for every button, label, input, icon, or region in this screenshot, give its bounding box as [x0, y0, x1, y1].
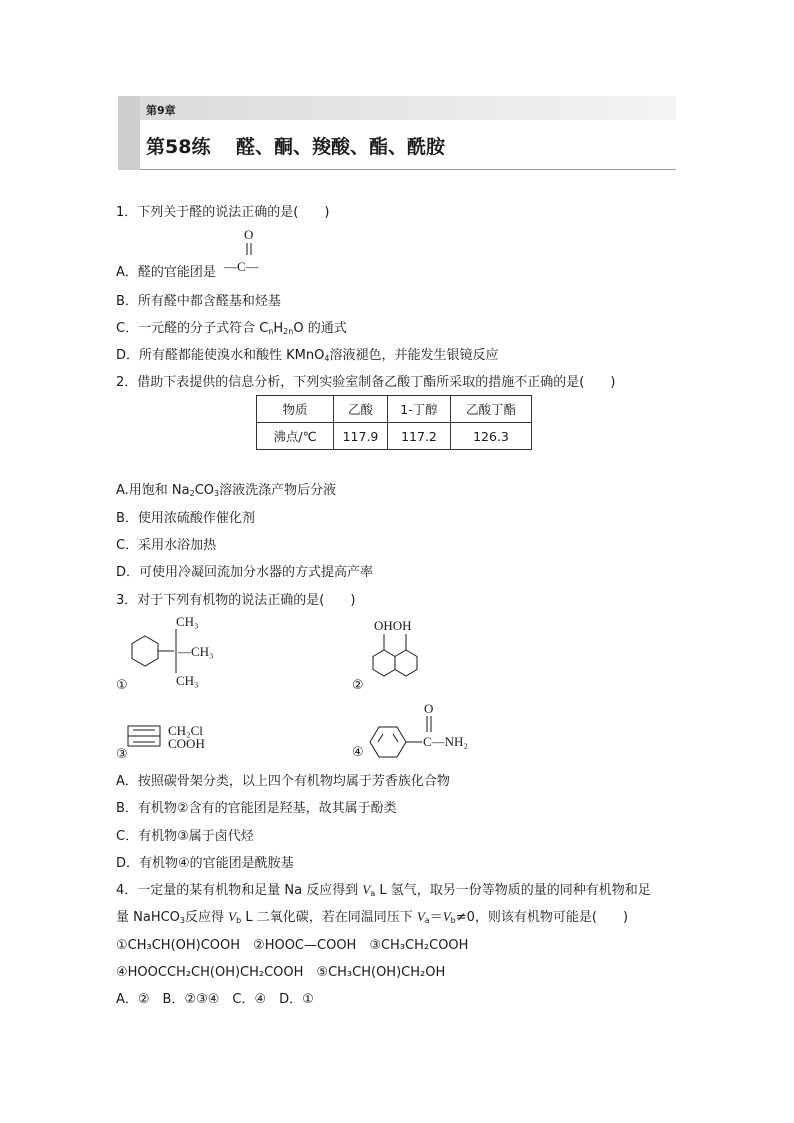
table-header-cell: 1-丁醇 [388, 396, 451, 423]
methyl-right: —CH₃ [178, 644, 214, 659]
q2-a-sub1: 2 [189, 489, 195, 498]
methyl-top: CH₃ [176, 614, 199, 629]
q4-compounds-line-1: ①CH₃CH(OH)COOH ②HOOC—COOH ③CH₃CH₂COOH [116, 938, 469, 953]
q4-choices: A．② B．②③④ C．④ D．① [116, 992, 314, 1007]
benzene-ring [370, 727, 406, 757]
amide-group: C—NH₂ [423, 734, 468, 749]
page-title: 第58练 醛、酮、羧酸、酯、酰胺 [146, 136, 446, 158]
table-header-cell: 乙酸 [334, 396, 388, 423]
q2-option-a [116, 479, 336, 498]
q2-option-d: D．可使用冷凝回流加分水器的方式提高产率 [116, 565, 374, 580]
naphthalene-ring-left [373, 650, 395, 676]
methyl-bottom: CH₃ [176, 673, 199, 688]
q2-option-b: B．使用浓硫酸作催化剂 [116, 511, 255, 526]
q4-l2-p3: L 二氧化碳，若在同温同压下 [241, 910, 417, 925]
q1-d-post: 溶液褪色，并能发生银镜反应 [329, 348, 499, 363]
q2-stem: 2．借助下表提供的信息分析，下列实验室制备乙酸丁酯所采取的措施不正确的是( ) [116, 375, 616, 390]
q4-l2-s4: b [450, 916, 456, 925]
q3-option-a: A．按照碳骨架分类，以上四个有机物均属于芳香族化合物 [116, 774, 450, 789]
q4-l2-s2: b [236, 916, 242, 925]
q2-a-sub2: 3 [214, 489, 220, 498]
q4-l2-s3: a [424, 916, 430, 925]
table-cell: 沸点/℃ [257, 423, 334, 450]
q2-a-post: 溶液洗涤产物后分液 [219, 483, 337, 498]
q3-option-b: B．有机物②含有的官能团是羟基，故其属于酚类 [116, 801, 397, 816]
molecule-1-label: ① [116, 678, 128, 693]
q1-d-pre: D．所有醛都能使溴水和酸性 KMnO [116, 348, 325, 363]
header-left-bar [118, 96, 140, 170]
q2-a-mid: CO [194, 483, 215, 498]
q3-option-d: D．有机物④的官能团是酰胺基 [116, 856, 294, 871]
q4-l2-v3: V [442, 909, 451, 924]
q4-l2-v2: V [416, 909, 425, 924]
molecule-1-cyclohexyl-tert-butyl [112, 610, 242, 694]
table-cell: 117.9 [334, 423, 388, 450]
q4-l1-post: L 氢气，取另一份等物质的量的同种有机物和足 [375, 883, 651, 898]
carbonyl-carbon: —C— [224, 259, 259, 274]
table-cell: 126.3 [451, 423, 532, 450]
q1-option-c [116, 317, 347, 336]
header-rule [140, 169, 676, 170]
q4-l2-p5: ≠0，则该有机物可能是( ) [455, 910, 629, 925]
q1-d-sub: 4 [324, 354, 330, 363]
header-band [118, 96, 676, 120]
q4-l1-v: V [362, 882, 371, 897]
q1-c-h: H [273, 321, 284, 336]
q3-option-c: C．有机物③属于卤代烃 [116, 829, 254, 844]
chapter-label: 第9章 [146, 104, 176, 117]
bond [393, 734, 398, 742]
chloromethyl-group: CH₂Cl [168, 723, 203, 738]
q4-l2-p1: 量 NaHCO [116, 910, 180, 925]
molecule-2-naphthalenediol [348, 610, 444, 694]
molecule-4-label: ④ [352, 745, 364, 760]
q1-carbonyl-structure [222, 224, 278, 280]
molecule-2-label: ② [352, 678, 364, 693]
q3-stem: 3．对于下列有机物的说法正确的是( ) [116, 593, 356, 608]
hydroxyl-groups: OHOH [374, 618, 412, 633]
table-row [257, 396, 532, 423]
q1-c-sub-n: n [268, 327, 274, 336]
q1-stem: 1．下列关于醛的说法正确的是( ) [116, 205, 330, 220]
q2-a-pre: A.用饱和 Na [116, 483, 190, 498]
q1-c-pre: C．一元醛的分子式符合 C [116, 321, 269, 336]
q4-l2-s1: 3 [179, 916, 186, 925]
q2-option-c: C．采用水浴加热 [116, 538, 217, 553]
q4-l1-sub: a [370, 889, 376, 898]
carboxyl-group: COOH [168, 736, 205, 751]
q1-option-a [116, 261, 216, 280]
q1-option-d [116, 344, 498, 363]
carbonyl-oxygen: O [244, 227, 254, 242]
chapter-header [118, 96, 676, 170]
molecule-3-benzo-chloromethyl-acid [112, 712, 242, 762]
bond [378, 734, 383, 742]
q4-l1-pre: 4．一定量的某有机物和足量 Na 反应得到 [116, 883, 363, 898]
q1-option-a-text: A．醛的官能团是 [116, 265, 216, 280]
q4-stem-line-2 [116, 906, 628, 925]
naphthalene-ring-right [395, 650, 417, 676]
q4-l2-p4: ＝ [429, 910, 443, 925]
boiling-point-table [256, 395, 532, 450]
table-row [257, 423, 532, 450]
q1-c-sub-2n: 2n [283, 327, 294, 336]
q4-stem-line-1 [116, 879, 651, 898]
table-header-cell: 物质 [257, 396, 334, 423]
table-cell: 117.2 [388, 423, 451, 450]
q4-l2-v1: V [228, 909, 237, 924]
q4-compounds-line-2: ④HOOCCH₂CH(OH)CH₂COOH ⑤CH₃CH(OH)CH₂OH [116, 965, 446, 980]
molecule-4-benzamide [348, 698, 498, 762]
amide-oxygen: O [424, 701, 434, 716]
q1-c-post: O 的通式 [293, 321, 347, 336]
molecule-3-label: ③ [116, 747, 128, 762]
table-header-cell: 乙酸丁酯 [451, 396, 532, 423]
cyclohexane-ring [132, 636, 158, 666]
q1-option-b: B．所有醛中都含醛基和烃基 [116, 294, 281, 309]
q4-l2-p2: 反应得 [185, 910, 229, 925]
